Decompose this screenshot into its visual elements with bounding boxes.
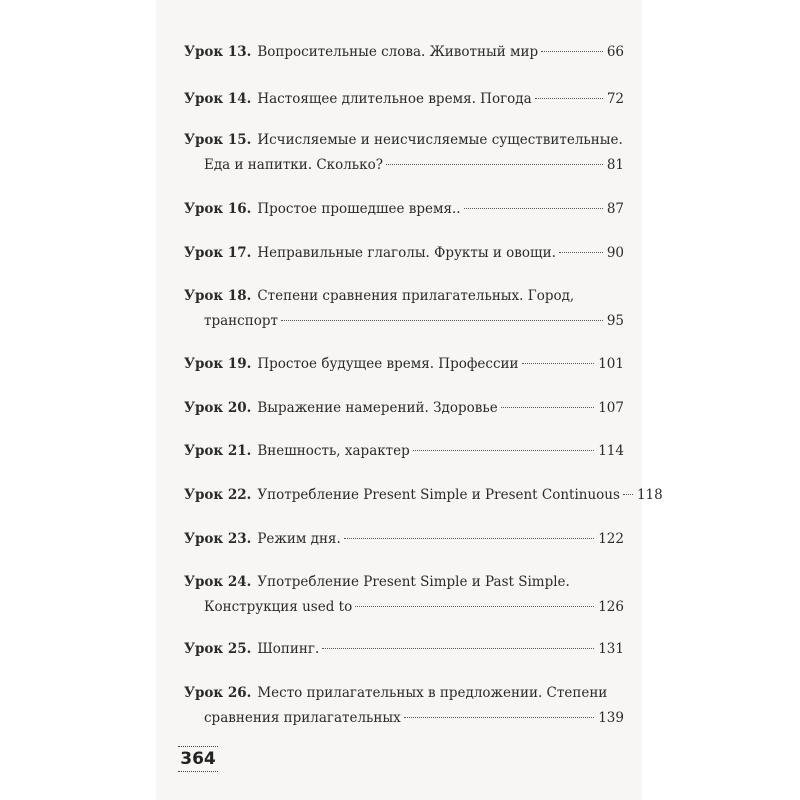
page-number: 122	[598, 531, 624, 547]
toc-entry	[184, 352, 624, 377]
lesson-title-continued: Еда и напитки. Сколько?	[204, 157, 383, 173]
toc-entry	[184, 128, 624, 178]
page-number: 87	[606, 201, 624, 217]
lesson-title: Степени сравнения прилагательных. Город,	[257, 288, 575, 304]
lesson-title: Выражение намерений. Здоровье	[257, 400, 498, 416]
lesson-number: Урок 14.	[184, 91, 252, 107]
dot-leader	[464, 208, 603, 209]
lesson-number: Урок 18.	[184, 288, 252, 304]
toc-entry	[184, 570, 624, 620]
folio-number: 364	[180, 749, 216, 769]
lesson-title: Шопинг.	[257, 641, 320, 657]
toc-entry	[184, 439, 624, 464]
lesson-number: Урок 22.	[184, 487, 252, 503]
dot-leader	[541, 51, 603, 52]
page-number: 114	[598, 443, 624, 459]
dot-leader	[281, 320, 603, 321]
page-number: 126	[598, 599, 624, 615]
dot-leader	[413, 450, 594, 451]
folio-rule-bottom	[178, 771, 218, 772]
lesson-title: Режим дня.	[257, 531, 341, 547]
lesson-title: Употребление Present Simple и Past Simple.	[257, 574, 570, 590]
toc-entry	[184, 637, 624, 662]
toc-entry	[184, 527, 624, 552]
page-number: 66	[606, 44, 624, 60]
dot-leader	[501, 407, 595, 408]
page-number: 131	[598, 641, 624, 657]
toc-entry	[184, 87, 624, 112]
lesson-title: Настоящее длительное время. Погода	[257, 91, 532, 107]
dot-leader	[404, 717, 594, 718]
toc-entry	[184, 681, 624, 731]
lesson-title: Простое прошедшее время..	[257, 201, 461, 217]
dot-leader	[559, 252, 603, 253]
page-number: 90	[606, 245, 624, 261]
lesson-title-continued: сравнения прилагательных	[204, 710, 401, 726]
lesson-title: Неправильные глаголы. Фрукты и овощи.	[257, 245, 556, 261]
lesson-title: Простое будущее время. Профессии	[257, 356, 519, 372]
lesson-title-continued: Конструкция used to	[204, 599, 353, 615]
toc-entry	[184, 396, 624, 421]
lesson-number: Урок 21.	[184, 443, 252, 459]
lesson-title: Исчисляемые и неисчисляемые существительные.	[257, 132, 623, 148]
dot-leader	[386, 164, 603, 165]
lesson-number: Урок 13.	[184, 44, 252, 60]
lesson-number: Урок 25.	[184, 641, 252, 657]
lesson-number: Урок 19.	[184, 356, 252, 372]
toc-entry	[184, 40, 624, 65]
dot-leader	[322, 648, 594, 649]
toc-entry	[184, 197, 624, 222]
lesson-number: Урок 23.	[184, 531, 252, 547]
folio-rule-top	[178, 746, 218, 747]
dot-leader	[522, 363, 595, 364]
lesson-title-continued: транспорт	[204, 313, 278, 329]
page-number: 107	[598, 400, 624, 416]
dot-leader	[355, 606, 594, 607]
page-number: 118	[636, 487, 663, 503]
lesson-title: Место прилагательных в предложении. Степени	[257, 685, 608, 701]
lesson-number: Урок 24.	[184, 574, 252, 590]
toc-entry	[184, 284, 624, 334]
lesson-number: Урок 20.	[184, 400, 252, 416]
dot-leader	[344, 538, 594, 539]
page-number: 81	[606, 157, 624, 173]
toc-entry	[184, 483, 663, 508]
lesson-title: Употребление Present Simple и Present Continuous	[257, 487, 620, 503]
page-number: 139	[598, 710, 624, 726]
lesson-title: Вопросительные слова. Животный мир	[257, 44, 539, 60]
dot-leader	[623, 494, 633, 495]
lesson-title: Внешность, характер	[257, 443, 410, 459]
toc-entry	[184, 241, 624, 266]
lesson-number: Урок 15.	[184, 132, 252, 148]
lesson-number: Урок 16.	[184, 201, 252, 217]
page-number: 101	[598, 356, 624, 372]
lesson-number: Урок 17.	[184, 245, 252, 261]
page-folio	[178, 744, 218, 774]
lesson-number: Урок 26.	[184, 685, 252, 701]
page-number: 72	[606, 91, 624, 107]
page-number: 95	[606, 313, 624, 329]
dot-leader	[535, 98, 603, 99]
